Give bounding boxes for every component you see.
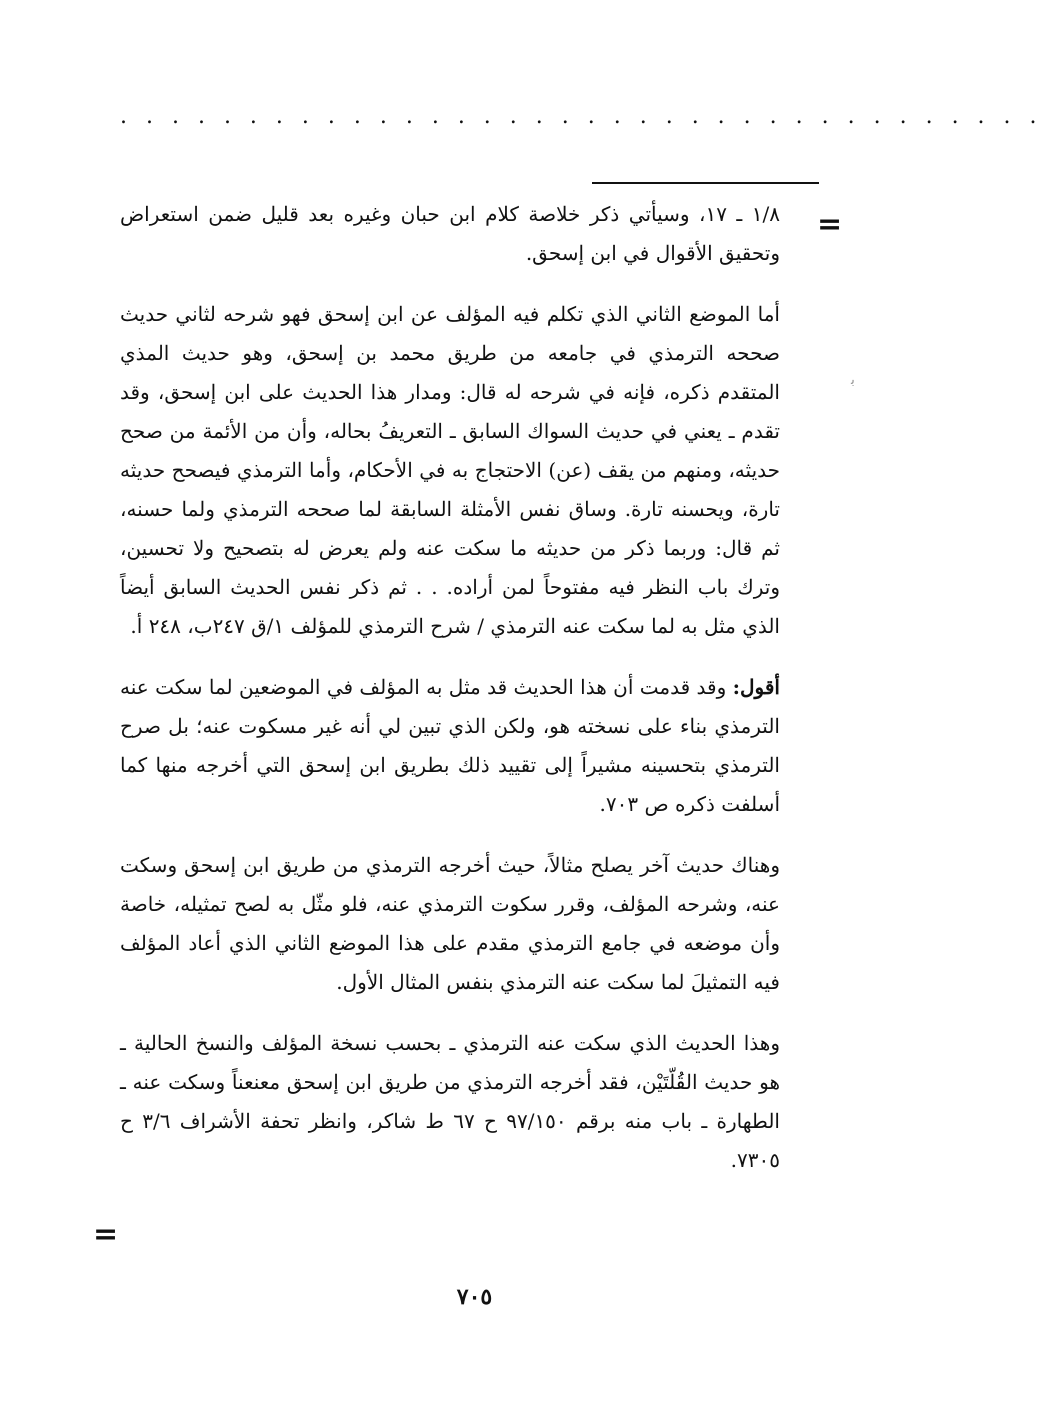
continuation-mark-right: = [817, 207, 843, 242]
paragraph-2-lead: أقول: [732, 675, 780, 699]
page-body [120, 195, 780, 1202]
stray-mark: ﺑ [851, 372, 855, 388]
footnote-rule [592, 182, 819, 184]
continuation-mark-left: = [93, 1217, 119, 1252]
paragraph-2-text: وقد قدمت أن هذا الحديث قد مثل به المؤلف في الموضعين لما سكت عنه الترمذي بناء على نسخته هو، ولكن الذي تبين لي أنه غير مسكوت عنه؛ بل صرح الترمذي بتحسينه مشيراً إلى تقييد ذلك بطريق ابن إسحق التي أخرجه منها كما أسلفت ذكره ص ٧٠٣. [120, 675, 780, 816]
dotted-separator: . . . . . . . . . . . . . . . . . . . . . . . . . . . . . . . . . . . . [120, 104, 1043, 129]
paragraph-1: أما الموضع الثاني الذي تكلم فيه المؤلف عن ابن إسحق فهو شرحه لثاني حديث صححه الترمذي في جامعه من طريق محمد بن إسحق، وهو حديث المذي المتقدم ذكره، فإنه في شرحه له قال: ومدار هذا الحديث على ابن إسحق، وقد تقدم ـ يعني في حديث السواك السابق ـ التعريفُ بحاله، وأن من الأئمة من صحح حديثه، ومنهم من يقف (عن) الاحتجاج به في الأحكام، وأما الترمذي فيصحح حديثه تارة، ويحسنه تارة. وساق نفس الأمثلة السابقة لما صححه الترمذي ولما حسنه، ثم قال: وربما ذكر من حديثه ما سكت عنه ولم يعرض له بتصحيح ولا تحسين، وترك باب النظر فيه مفتوحاً لمن أراده. . . ثم ذكر نفس الحديث السابق أيضاً الذي مثل به لما سكت عنه الترمذي / شرح الترمذي للمؤلف ١/ق ٢٤٧ب، ٢٤٨ أ. [120, 302, 780, 638]
paragraph-2 [120, 668, 780, 824]
paragraph-3: وهناك حديث آخر يصلح مثالاً، حيث أخرجه الترمذي من طريق ابن إسحق وسكت عنه، وشرحه المؤلف، وقرر سكوت الترمذي عنه، فلو مثّل به لصح تمثيله، خاصة وأن موضعه في جامع الترمذي مقدم على هذا الموضع الثاني الذي أعاد المؤلف فيه التمثيلَ لما سكت عنه الترمذي بنفس المثال الأول. [120, 853, 780, 994]
paragraph-4: وهذا الحديث الذي سكت عنه الترمذي ـ بحسب نسخة المؤلف والنسخ الحالية ـ هو حديث القُلّتَيْن، فقد أخرجه الترمذي من طريق ابن إسحق معنعناً وسكت عنه ـ الطهارة ـ باب منه برقم ٩٧/١٥٠ ح ٦٧ ط شاكر، وانظر تحفة الأشراف ٣/٦ ح ٧٣٠٥. [120, 1031, 780, 1172]
page-number: ٧٠٥ [456, 1284, 493, 1310]
footnote-continued: ١/٨ ـ ١٧، وسيأتي ذكر خلاصة كلام ابن حبان وغيره بعد قليل ضمن استعراض وتحقيق الأقوال في ابن إسحق. [120, 202, 780, 265]
